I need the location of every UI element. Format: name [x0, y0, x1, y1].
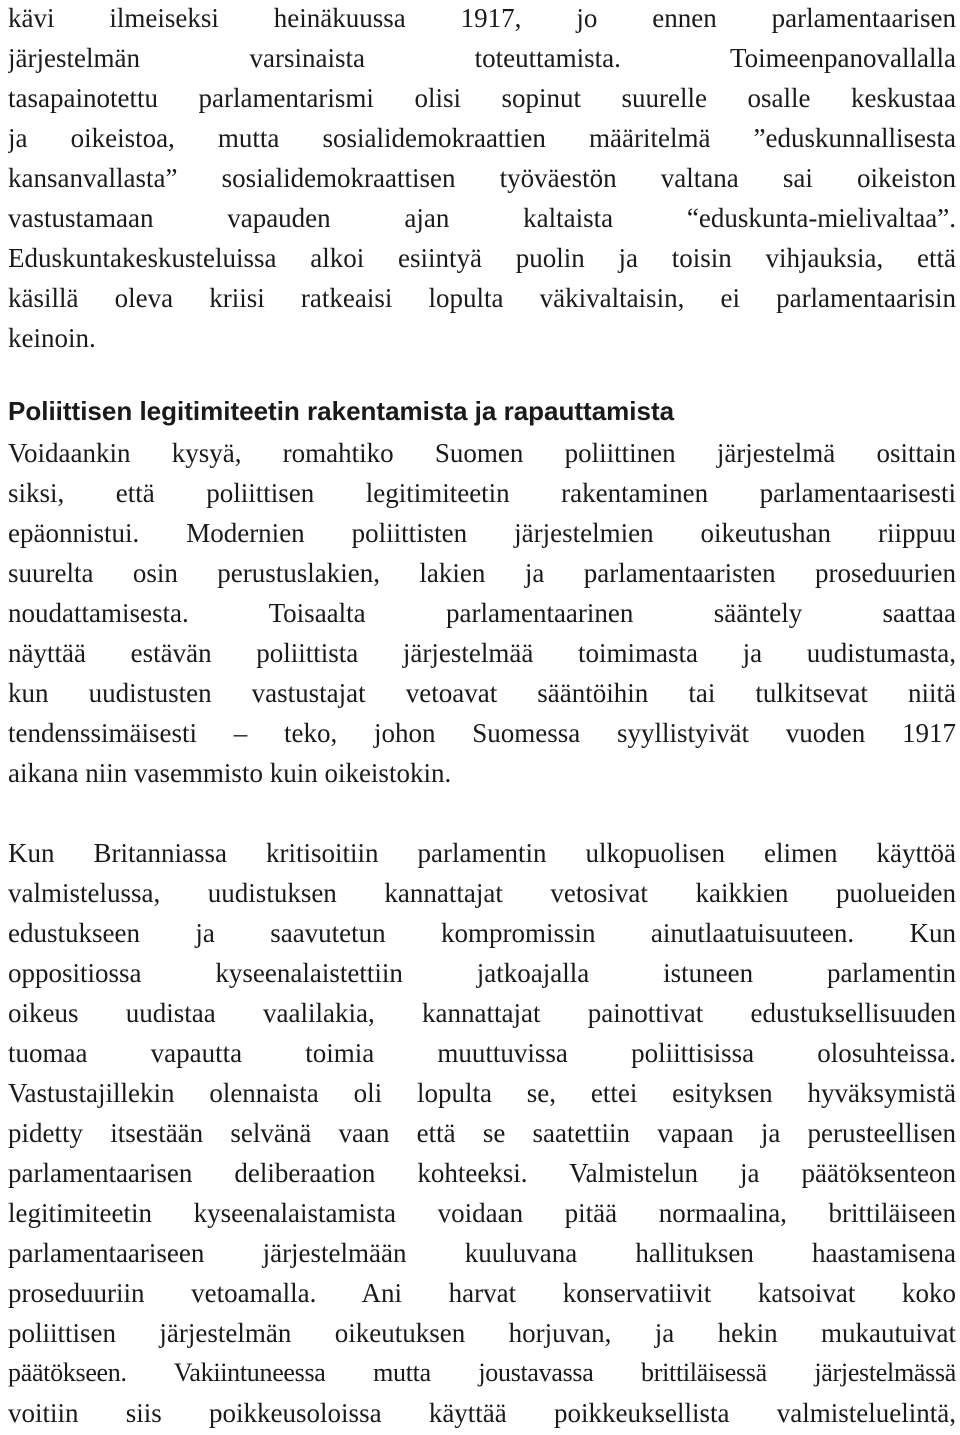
- text-line: kansanvallasta” sosialidemokraattisen työväestön valtana sai oikeiston: [8, 163, 956, 193]
- text-line: tuomaa vapautta toimia muuttuvissa poliittisissa olosuhteissa.: [8, 1038, 956, 1068]
- text-line: pidetty itsestään selvänä vaan että se saatettiin vapaan ja perusteellisen: [8, 1118, 956, 1148]
- text-line: aikana niin vasemmisto kuin oikeistokin.: [8, 758, 452, 788]
- text-line: oikeus uudistaa vaalilakia, kannattajat painottivat edustuksellisuuden: [8, 998, 956, 1028]
- text-line: suurelta osin perustuslakien, lakien ja parlamentaaristen proseduurien: [8, 558, 956, 588]
- text-line: voitiin siis poikkeusoloissa käyttää poikkeuksellista valmisteluelintä,: [8, 1398, 956, 1428]
- text-line: edustukseen ja saavutetun kompromissin ainutlaatuisuuteen. Kun: [8, 918, 956, 948]
- text-line: tasapainotettu parlamentarismi olisi sopinut suurelle osalle keskustaa: [8, 83, 956, 113]
- text-line: Vastustajillekin olennaista oli lopulta se, ettei esityksen hyväksymistä: [8, 1078, 956, 1108]
- text-line: valmistelussa, uudistuksen kannattajat vetosivat kaikkien puolueiden: [8, 878, 956, 908]
- text-line: keinoin.: [8, 323, 96, 353]
- text-line: oppositiossa kyseenalaistettiin jatkoajalla istuneen parlamentin: [8, 958, 956, 988]
- text-line: epäonnistui. Modernien poliittisten järjestelmien oikeutushan riippuu: [8, 518, 956, 548]
- text-line: järjestelmän varsinaista toteuttamista. Toimeenpanovallalla: [8, 43, 956, 73]
- text-line: ja oikeistoa, mutta sosialidemokraattien määritelmä ”eduskunnallisesta: [8, 123, 956, 153]
- text-line: kävi ilmeiseksi heinäkuussa 1917, jo ennen parlamentaarisen: [8, 3, 956, 33]
- text-line: käsillä oleva kriisi ratkeaisi lopulta väkivaltaisin, ei parlamentaarisin: [8, 283, 956, 313]
- text-line: kun uudistusten vastustajat vetoavat sääntöihin tai tulkitsevat niitä: [8, 678, 956, 708]
- text-line: tendenssimäisesti – teko, johon Suomessa syyllistyivät vuoden 1917: [8, 718, 956, 748]
- text-line: proseduuriin vetoamalla. Ani harvat konservatiivit katsoivat koko: [8, 1278, 956, 1308]
- text-line: parlamentaariseen järjestelmään kuuluvana hallituksen haastamisena: [8, 1238, 956, 1268]
- text-line: Eduskuntakeskusteluissa alkoi esiintyä puolin ja toisin vihjauksia, että: [8, 243, 956, 273]
- text-line: näyttää estävän poliittista järjestelmää toimimasta ja uudistumasta,: [8, 638, 956, 668]
- text-line: parlamentaarisen deliberaation kohteeksi. Valmistelun ja päätöksenteon: [8, 1158, 956, 1188]
- text-line: vastustamaan vapauden ajan kaltaista “eduskunta-mielivaltaa”.: [8, 203, 956, 233]
- text-line: päätökseen. Vakiintuneessa mutta joustavassa brittiläisessä järjestelmässä: [8, 1358, 956, 1387]
- text-line: Voidaankin kysyä, romahtiko Suomen poliittinen järjestelmä osittain: [8, 438, 956, 468]
- text-line: legitimiteetin kyseenalaistamista voidaan pitää normaalina, brittiläiseen: [8, 1198, 956, 1228]
- text-line: noudattamisesta. Toisaalta parlamentaarinen sääntely saattaa: [8, 598, 956, 628]
- section-heading: Poliittisen legitimiteetin rakentamista ja rapauttamista: [8, 396, 675, 426]
- text-line: Kun Britanniassa kritisoitiin parlamentin ulkopuolisen elimen käyttöä: [8, 838, 956, 868]
- text-line: poliittisen järjestelmän oikeutuksen horjuvan, ja hekin mukautuivat: [8, 1318, 956, 1348]
- text-line: siksi, että poliittisen legitimiteetin rakentaminen parlamentaarisesti: [8, 478, 956, 508]
